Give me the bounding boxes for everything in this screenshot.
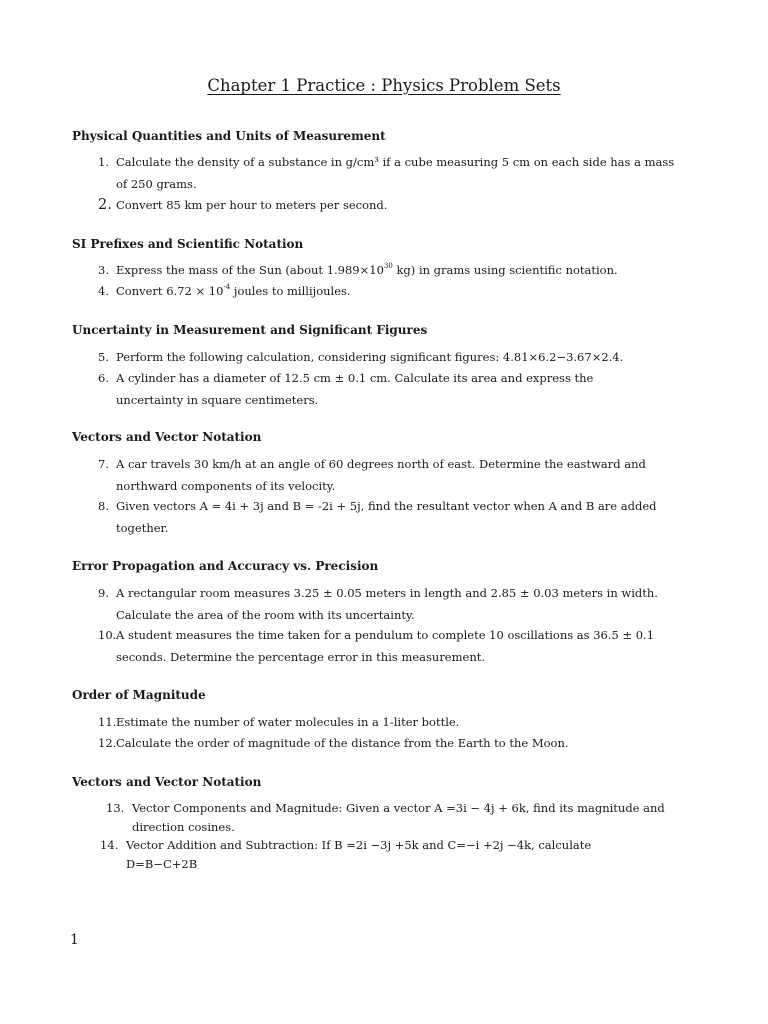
problem-item xyxy=(98,712,688,734)
problem-number: 1. xyxy=(98,155,109,169)
page-title: Chapter 1 Practice : Physics Problem Sets xyxy=(207,76,561,95)
problem-item xyxy=(100,836,660,873)
problem-number: 7. xyxy=(98,457,109,471)
section-heading: Vectors and Vector Notation xyxy=(72,430,262,444)
exponent: 30 xyxy=(383,262,393,270)
problem-item xyxy=(98,733,688,755)
problem-text: A rectangular room measures 3.25 ± 0.05 meters in length and 2.85 ± 0.03 meters in width. Calculate the area of the room with its uncertainty. xyxy=(116,586,658,622)
problem-text: A car travels 30 km/h at an angle of 60 degrees north of east. Determine the eastward and northward components of its velocity. xyxy=(116,457,646,493)
problem-text: Calculate the density of a substance in g/cm³ if a cube measuring 5 cm on each side has a mass of 250 grams. xyxy=(116,155,675,191)
problem-item xyxy=(98,260,688,282)
problem-number: 14. xyxy=(100,838,119,852)
problem-number: 12. xyxy=(98,736,117,750)
problem-item xyxy=(98,281,688,303)
section-heading: Uncertainty in Measurement and Significant Figures xyxy=(72,323,428,337)
problem-item xyxy=(98,368,658,411)
problem-number: 13. xyxy=(106,801,125,815)
problem-item xyxy=(98,195,688,217)
problem-text: Given vectors A = 4i + 3j and B = -2i + 5j, find the resultant vector when A and B are added together. xyxy=(116,499,657,535)
problem-item xyxy=(98,496,688,539)
problem-text: Convert 85 km per hour to meters per second. xyxy=(116,198,388,212)
problem-number: 6. xyxy=(98,371,109,385)
problem-text: Vector Components and Magnitude: Given a vector A =3i − 4j + 6k, find its magnitude and direction cosines. xyxy=(132,801,665,834)
problem-number: 8. xyxy=(98,499,109,513)
problem-text: A cylinder has a diameter of 12.5 cm ± 0.1 cm. Calculate its area and express the uncertainty in square centimeters. xyxy=(116,371,594,407)
problem-item xyxy=(98,625,700,668)
problem-item xyxy=(98,583,700,626)
problem-text: Estimate the number of water molecules in a 1-liter bottle. xyxy=(116,715,460,729)
section-heading: SI Prefixes and Scientific Notation xyxy=(72,237,304,251)
problem-number: 11. xyxy=(98,715,117,729)
problem-item xyxy=(98,347,688,369)
problem-number: 3. xyxy=(98,263,109,277)
page-number: 1 xyxy=(70,932,79,948)
problem-text: Vector Addition and Subtraction: If B =2i −3j +5k and C=−i +2j −4k, calculate D=B−C+2B xyxy=(126,838,592,871)
problem-item xyxy=(98,152,688,195)
section-heading: Order of Magnitude xyxy=(72,688,206,702)
section-heading: Physical Quantities and Units of Measurement xyxy=(72,129,386,143)
problem-number: 4. xyxy=(98,284,109,298)
problem-text: Convert $6.72 \times 10^{-4}$ joules to millijoules. xyxy=(116,283,351,298)
problem-text: Calculate the order of magnitude of the distance from the Earth to the Moon. xyxy=(116,736,569,750)
problem-text: Perform the following calculation, considering significant figures: 4.81×6.2−3.67×2.4. xyxy=(116,350,624,364)
exponent: -4 xyxy=(223,283,231,291)
problem-text: Express the mass of the Sun (about $1.989\times 10^{30}$ kg) in grams using scientific notation. xyxy=(116,262,618,277)
problem-number: 9. xyxy=(98,586,109,600)
problem-text: A student measures the time taken for a pendulum to complete 10 oscillations as 36.5 ± 0.1 seconds. Determine the percentage error in this measurement. xyxy=(116,628,655,664)
section-heading: Vectors and Vector Notation xyxy=(72,775,262,789)
problem-number: 2. xyxy=(98,197,112,213)
problem-item xyxy=(106,799,696,836)
section-heading: Error Propagation and Accuracy vs. Precision xyxy=(72,559,379,573)
problem-number: 5. xyxy=(98,350,109,364)
problem-item xyxy=(98,454,688,497)
problem-number: 10. xyxy=(98,628,117,642)
